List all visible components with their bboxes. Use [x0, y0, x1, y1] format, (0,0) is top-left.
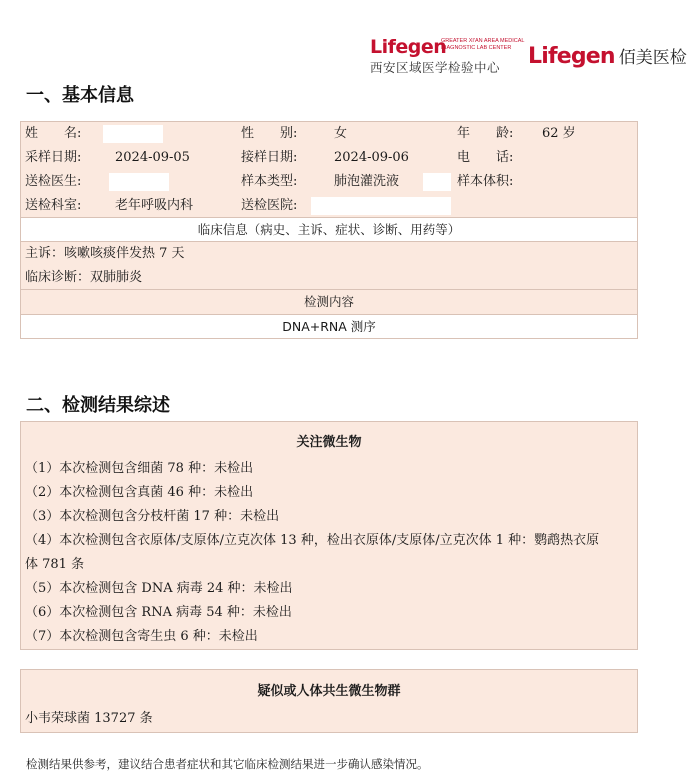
section1-title: 一、基本信息 — [26, 85, 134, 106]
sex-label: 性 别: — [241, 126, 298, 141]
company-logo-brand: Lifegen — [528, 44, 615, 69]
receive-date-value: 2024-09-06 — [334, 150, 409, 165]
doctor-label: 送检医生: — [25, 174, 82, 189]
basic-info-table — [20, 121, 638, 339]
redacted-name — [103, 125, 163, 143]
redacted-sample-extra — [423, 173, 451, 191]
result-item: （4）本次检测包含衣原体/支原体/立克次体 13 种，检出衣原体/支原体/立克次体 1 种：鹦鹉热衣原 — [25, 533, 600, 548]
hospital-label: 送检医院: — [241, 198, 298, 213]
collect-date-label: 采样日期: — [25, 150, 82, 165]
info-row-4 — [21, 194, 637, 218]
focus-microbes-box — [20, 421, 638, 650]
clinical-diagnosis: 临床诊断：双肺肺炎 — [25, 270, 143, 285]
redacted-hospital — [311, 197, 451, 215]
sample-volume-label: 样本体积: — [457, 174, 514, 189]
receive-date-label: 接样日期: — [241, 150, 298, 165]
dept-label: 送检科室: — [25, 198, 82, 213]
sex-value: 女 — [334, 126, 348, 141]
commensal-header: 疑似或人体共生微生物群 — [257, 684, 401, 699]
info-row-2 — [21, 146, 637, 170]
result-item: （7）本次检测包含寄生虫 6 种：未检出 — [25, 629, 258, 644]
sample-type-value: 肺泡灌洗液 — [334, 174, 400, 189]
sample-type-label: 样本类型: — [241, 174, 298, 189]
age-value: 62 岁 — [542, 126, 576, 141]
info-row-3 — [21, 170, 637, 194]
phone-label: 电 话: — [457, 150, 514, 165]
age-label: 年 龄: — [457, 126, 514, 141]
report-footnote: 检测结果供参考，建议结合患者症状和其它临床检测结果进一步确认感染情况。 — [26, 757, 429, 771]
test-content-header: 检测内容 — [303, 294, 354, 309]
result-item-continued: 体 781 条 — [25, 557, 85, 572]
dept-value: 老年呼吸内科 — [115, 198, 194, 213]
info-row-1 — [21, 122, 637, 146]
name-label: 姓 名: — [25, 126, 82, 141]
logo-subtitle-en: GREATER XI'AN AREA MEDICAL DIAGNOSTIC LAB CENTER — [441, 38, 525, 51]
test-content-value: DNA+RNA 测序 — [21, 315, 637, 338]
result-item: （6）本次检测包含 RNA 病毒 54 种：未检出 — [25, 605, 292, 620]
logo-brand-text: Lifegen — [370, 36, 447, 58]
section2-title: 二、检测结果综述 — [26, 395, 170, 416]
company-logo-cn: 佰美医检 — [618, 48, 687, 68]
commensal-value: 小韦荣球菌 13727 条 — [25, 711, 153, 726]
collect-date-value: 2024-09-05 — [115, 150, 190, 165]
focus-microbes-header: 关注微生物 — [296, 435, 362, 450]
lab-center-logo — [370, 36, 530, 76]
commensal-microbes-box — [20, 669, 638, 733]
company-logo — [528, 43, 687, 69]
result-item: （3）本次检测包含分枝杆菌 17 种：未检出 — [25, 509, 280, 524]
clinical-info-header: 临床信息（病史、主诉、症状、诊断、用药等） — [21, 218, 637, 241]
result-item: （1）本次检测包含细菌 78 种：未检出 — [25, 461, 254, 476]
chief-complaint: 主诉：咳嗽咳痰伴发热 7 天 — [25, 246, 185, 261]
result-item: （5）本次检测包含 DNA 病毒 24 种：未检出 — [25, 581, 293, 596]
redacted-doctor — [109, 173, 169, 191]
result-item: （2）本次检测包含真菌 46 种：未检出 — [25, 485, 254, 500]
logo-subtitle-cn: 西安区域医学检验中心 — [370, 60, 501, 75]
